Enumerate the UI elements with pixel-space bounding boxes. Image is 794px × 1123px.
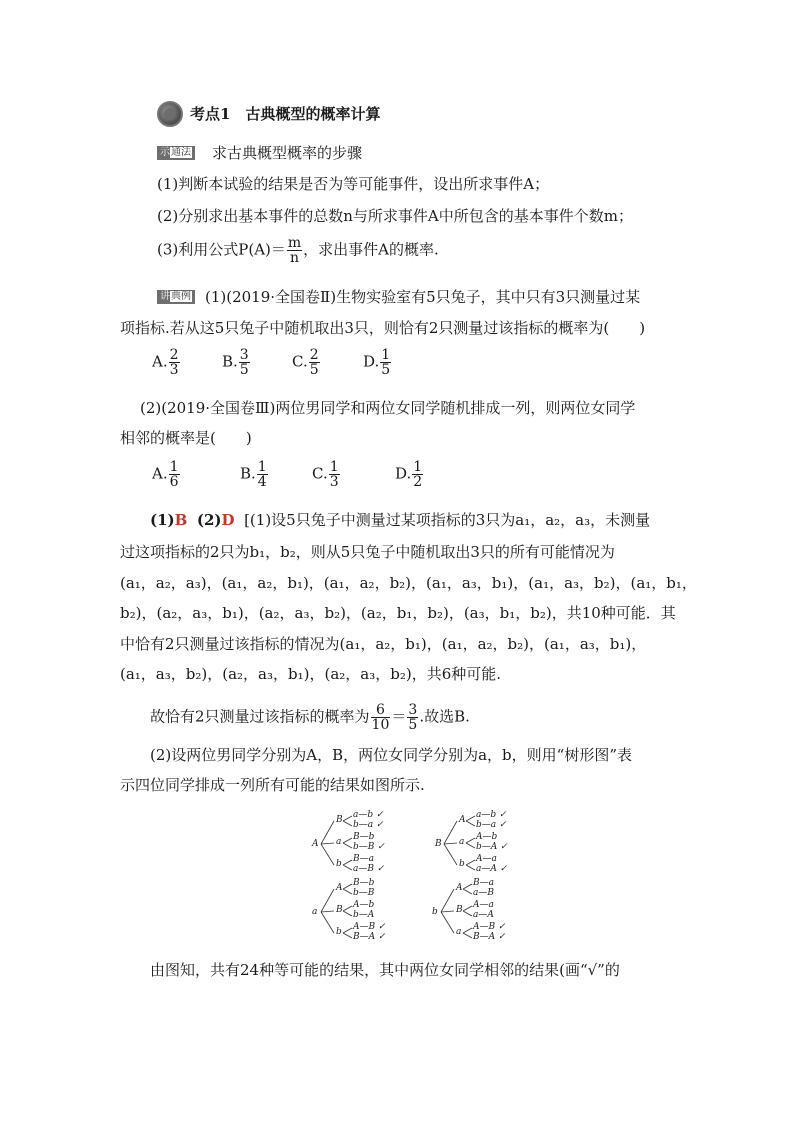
tree-node: b: [336, 927, 342, 937]
tree-leaf: b—a ✓: [353, 820, 384, 830]
tree-root: a: [312, 907, 318, 917]
tree-leaf-line: [466, 860, 475, 865]
tree-branch-line: [321, 843, 334, 844]
tree-diagram: [432, 880, 532, 946]
tree-leaf-line: [466, 838, 475, 843]
answer-line-6: (a₁，a₃，b₂)，(a₂，a₃，b₁)，(a₂，a₃，b₂)，共6种可能.: [120, 665, 502, 683]
tree-diagram: [312, 880, 412, 946]
answer-line-4: b₂)，(a₂，a₃，b₁)，(a₂，a₃，b₂)，(a₂，b₁，b₂)，(a₃，b₁，b₂)，共10种可能．其: [120, 604, 676, 622]
q2-option-c: C. $\frac{1}{3}$: [312, 459, 339, 490]
answer-line-7: 故恰有2只测量过该指标的概率为 $\frac{6}{10}$ ＝ $\frac{3}{5}$ .故选B.: [150, 702, 470, 733]
answer-line-9: 示四位同学排成一列所有可能的结果如图所示.: [120, 776, 425, 794]
tree-leaf-line: [343, 911, 352, 916]
method-step-3: (3)利用公式P(A)＝ $\frac{m}{n}$ ，求出事件A的概率.: [157, 235, 439, 266]
tree-leaf: a—B ✓: [353, 864, 385, 874]
tree-leaf-line: [343, 816, 352, 821]
tree-leaf: b—A: [353, 910, 375, 920]
tree-leaf: B—b: [353, 832, 375, 842]
tree-leaf-line: [463, 928, 472, 933]
tree-node: A: [336, 883, 343, 893]
tree-leaf: A—b: [476, 832, 498, 842]
tree-leaf: a—b ✓: [476, 810, 507, 820]
tree-leaf: B—A ✓: [473, 932, 506, 942]
method-label: 示通法: [157, 146, 195, 160]
q1-line-2: 项指标.若从这5只兔子中随机取出3只，则恰有2只测量过该指标的概率为( ): [120, 319, 646, 337]
tree-branch-line: [441, 912, 454, 933]
tree-leaf-line: [466, 816, 475, 821]
tree-leaf: A—a: [476, 854, 497, 864]
answer-line-3: (a₁，a₂，a₃)，(a₁，a₂，b₁)，(a₁，a₂，b₂)，(a₁，a₃，b₁)，(a₁，a₃，b₂)，(a₁，b₁，: [120, 574, 697, 592]
q2-line-2: 相邻的概率是( ): [120, 429, 252, 447]
tree-leaf-line: [466, 865, 475, 870]
tree-branch-line: [321, 911, 334, 912]
tree-leaf-line: [343, 865, 352, 870]
tree-branch-line: [321, 912, 334, 933]
example-label: 讲典例: [157, 290, 195, 304]
q1-option-b: B. $\frac{3}{5}$: [222, 347, 249, 378]
q2-option-b: B. $\frac{1}{4}$: [240, 459, 267, 490]
tree-branch-line: [441, 911, 454, 912]
tree-leaf-line: [343, 889, 352, 894]
q1-option-c: C. $\frac{2}{5}$: [292, 347, 319, 378]
tree-leaf: b—B ✓: [353, 842, 385, 852]
tree-branch-line: [441, 889, 454, 912]
tree-diagram: [435, 812, 535, 878]
tree-leaf-line: [343, 906, 352, 911]
tree-leaf: B—a: [353, 854, 374, 864]
q1-option-a: A. $\frac{2}{3}$: [152, 347, 179, 378]
tree-leaf-line: [343, 928, 352, 933]
q2-line-1: (2)(2019·全国卷Ⅲ)两位男同学和两位女同学随机排成一列，则两位女同学: [140, 399, 636, 417]
tree-root: B: [435, 839, 442, 849]
tree-branch-line: [321, 821, 334, 844]
tree-branch-line: [444, 844, 457, 865]
tree-leaf-line: [343, 821, 352, 826]
tree-node: A: [459, 815, 466, 825]
tree-leaf-line: [343, 884, 352, 889]
tree-branch-line: [321, 844, 334, 865]
method-heading: 求古典概型概率的步骤: [212, 144, 363, 162]
tree-leaf: a—A ✓: [476, 864, 508, 874]
tree-leaf-line: [463, 906, 472, 911]
method-step-2: (2)分别求出基本事件的总数n与所求事件A中所包含的基本事件个数m；: [157, 207, 633, 225]
tree-node: B: [336, 815, 343, 825]
tree-node: a: [456, 927, 462, 937]
tree-leaf-line: [463, 889, 472, 894]
answer-line-8: (2)设两位男同学分别为A，B，两位女同学分别为a，b，则用“树形图”表: [150, 746, 632, 764]
tree-branch-line: [321, 889, 334, 912]
section-title: 考点1 古典概型的概率计算: [190, 105, 381, 123]
tree-leaf: A—b: [353, 900, 375, 910]
tree-leaf: A—B ✓: [473, 922, 506, 932]
tree-root: A: [312, 839, 319, 849]
tree-leaf: B—a: [473, 878, 494, 888]
tree-leaf-line: [343, 933, 352, 938]
tree-node: A: [456, 883, 463, 893]
q2-option-a: A. $\frac{1}{6}$: [152, 459, 179, 490]
q1-option-d: D. $\frac{1}{5}$: [363, 347, 391, 378]
tree-leaf: B—b: [353, 878, 375, 888]
tree-leaf: a—A: [473, 910, 494, 920]
q1-line-1: (1)(2019·全国卷Ⅱ)生物实验室有5只兔子，其中只有3只测量过某: [205, 288, 641, 306]
tree-branch-line: [444, 821, 457, 844]
tree-leaf: b—A ✓: [476, 842, 508, 852]
answer-line-5: 中恰有2只测量过该指标的情况为(a₁，a₂，b₁)，(a₁，a₂，b₂)，(a₁，a₃，b₁)，: [120, 635, 647, 653]
tree-leaf: A—B ✓: [353, 922, 386, 932]
tree-node: a: [459, 837, 465, 847]
tree-leaf: a—B: [473, 888, 494, 898]
tree-leaf-line: [463, 933, 472, 938]
tree-leaf: a—b ✓: [353, 810, 384, 820]
tree-leaf: b—B: [353, 888, 375, 898]
tree-node: b: [459, 859, 465, 869]
method-step-1: (1)判断本试验的结果是否为等可能事件，设出所求事件A；: [157, 175, 550, 193]
tree-leaf-line: [466, 843, 475, 848]
tree-node: a: [336, 837, 342, 847]
answer-line-10: 由图知，共有24种等可能的结果，其中两位女同学相邻的结果(画“√”的: [150, 961, 620, 979]
answer-line-1: (1)B (2)D [(1)设5只兔子中测量过某项指标的3只为a₁，a₂，a₃，未测量: [150, 511, 651, 529]
tree-leaf-line: [343, 838, 352, 843]
tree-root: b: [432, 907, 438, 917]
q2-option-d: D. $\frac{1}{2}$: [395, 459, 423, 490]
tree-branch-line: [444, 843, 457, 844]
tree-leaf-line: [463, 911, 472, 916]
tree-node: B: [456, 905, 463, 915]
section-badge-icon: [157, 101, 183, 127]
tree-diagram: [312, 812, 412, 878]
tree-node: b: [336, 859, 342, 869]
tree-leaf-line: [463, 884, 472, 889]
tree-node: B: [336, 905, 343, 915]
tree-leaf: B—A ✓: [353, 932, 386, 942]
tree-leaf: A—a: [473, 900, 494, 910]
tree-leaf-line: [343, 860, 352, 865]
tree-leaf-line: [343, 843, 352, 848]
tree-leaf-line: [466, 821, 475, 826]
tree-leaf: b—a ✓: [476, 820, 507, 830]
answer-line-2: 过这项指标的2只为b₁，b₂，则从5只兔子中随机取出3只的所有可能情况为: [120, 543, 615, 561]
